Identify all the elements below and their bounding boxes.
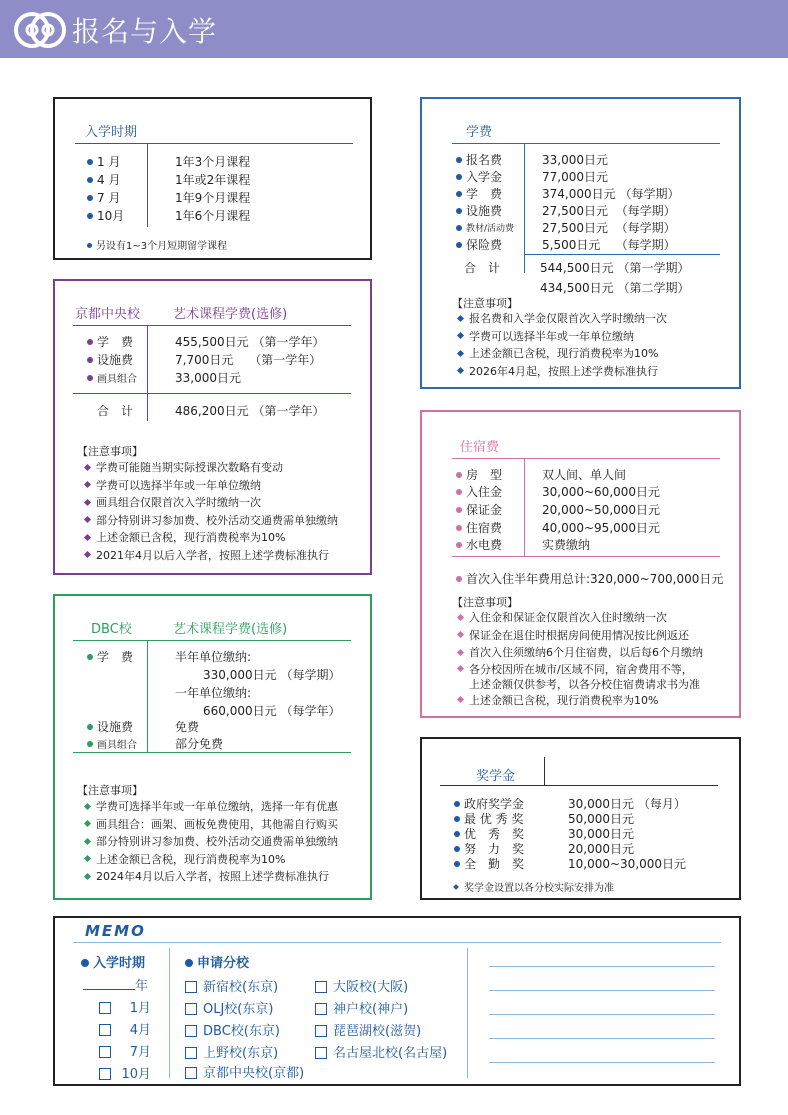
dorm-notes-title: 【注意事项】 [452,596,518,609]
dbc-notes-list: 学费可选择半年或一年单位缴纳，选择一年有优惠 画具组合：画架、画板免费使用，其他需自行购买 部分特别讲习参加费、校外活动交通费需单独缴纳 上述金额已含税，现行消费税率为10% 2024年4月以后入学者，按照上述学费标准执行 [85,798,338,886]
memo-school-olj[interactable]: OLJ校(东京) [185,998,273,1017]
scholar-best-value: 50,000日元 [568,812,634,826]
scholar-note: 奖学金设置以各分校实际安排为准 [454,879,614,894]
memo-box [53,916,741,1086]
enroll-month-4: 4 月 [87,171,120,188]
dorm-row-move-in: 入住金 [456,483,502,500]
enroll-course-10: 1年6个月课程 [175,209,251,223]
checkbox-icon [185,1025,197,1037]
dorm-move-in-value: 30,000~60,000日元 [542,485,661,499]
dbc-row-facility: 设施费 [87,718,133,735]
memo-write-line[interactable] [489,1038,715,1039]
scholar-excellent-value: 30,000日元 [568,827,634,841]
scholar-row-excellent: 优 秀 奖 [454,825,524,842]
scholar-government-value: 30,000日元 （每月） [568,797,686,811]
fees-admission-value: 77,000日元 [542,170,608,184]
page-title: 报名与入学 [72,15,218,48]
enroll-note: 另设有1~3个月短期留学课程 [87,237,227,252]
scholarship-box [420,737,741,900]
memo-school-nagoya[interactable]: 名古屋北校(名古屋) [315,1042,447,1061]
fees-total-second: 434,500日元 （第二学期） [540,281,690,295]
dorm-row-room: 房 型 [456,466,502,483]
dorm-row-deposit: 保证金 [456,501,502,518]
kyoto-row-tuition: 学 费 [87,333,133,350]
kyoto-fees-box [53,279,372,575]
fees-application-value: 33,000日元 [542,153,608,167]
dorm-deposit-value: 20,000~50,000日元 [542,503,661,517]
fees-row-materials: 教材/活动费 [456,221,514,234]
enroll-month-7: 7 月 [87,189,120,206]
kyoto-tuition-value: 455,500日元 （第一学年） [175,335,325,349]
kyoto-notes-list: 学费可能随当期实际授课次数略有变动 学费可以选择半年或一年单位缴纳 画具组合仅限首次入学时缴纳一次 部分特别讲习参加费、校外活动交通费需单独缴纳 上述金额已含税，现行消费税率为10% 2021年4月以后入学者，按照上述学费标准执行 [85,459,338,564]
enroll-month-1: 1 月 [87,153,120,170]
memo-school-dbc[interactable]: DBC校(东京) [185,1020,280,1039]
memo-month-4[interactable]: 4月 [99,1019,151,1038]
checkbox-icon [185,1047,197,1059]
fees-row-tuition: 学 费 [456,185,502,202]
checkbox-icon [315,1025,327,1037]
kyoto-title: 京都中央校 [75,307,141,322]
scholar-attendance-value: 10,000~30,000日元 [568,857,687,871]
fees-title: 学费 [466,125,493,140]
memo-enroll-heading: 入学时期 [81,952,145,971]
dbc-fees-box [53,594,372,900]
dorm-room-value: 双人间、单人间 [542,468,627,482]
enroll-title: 入学时期 [85,125,138,140]
enroll-course-7: 1年9个月课程 [175,191,251,205]
dorm-utilities-value: 实费缴纳 [542,538,591,552]
dorm-title: 住宿费 [460,440,500,455]
checkbox-icon [185,1003,197,1015]
fees-row-admission: 入学金 [456,168,502,185]
memo-write-line[interactable] [489,990,715,991]
scholar-row-attendance: 全 勤 奖 [454,855,524,872]
checkbox-icon [99,1002,111,1014]
dbc-full-year-value: 660,000日元 （每学年） [203,704,341,718]
checkbox-icon [99,1068,111,1080]
kyoto-subtitle: 艺术课程学费(选修) [173,307,288,322]
memo-month-7[interactable]: 7月 [99,1041,151,1060]
page-header [0,0,788,58]
dbc-title: DBC校 [91,622,132,637]
memo-write-line[interactable] [489,966,715,967]
memo-title: MEMO [85,922,146,940]
memo-month-10[interactable]: 10月 [99,1063,151,1082]
scholar-row-best: 最 优 秀 奖 [454,810,523,827]
dorm-row-rent: 住宿费 [456,519,502,536]
scholar-row-government: 政府奖学金 [454,795,524,812]
checkbox-icon [99,1046,111,1058]
dorm-notes-list: 入住金和保证金仅限首次入住时缴纳一次 保证金在退住时根据房间使用情况按比例返还 首次入住须缴纳6个月住宿费，以后每6个月缴纳 各分校因所在城市/区域不同，宿舍费用不等， 上述金额仅供参考，以各分校住宿费请求书为准 上述金额已含税，现行消费税率为10% [458,609,703,709]
memo-school-heading: 申请分校 [185,952,249,971]
fees-total-label: 合 计 [464,261,501,275]
scholar-effort-value: 20,000日元 [568,842,634,856]
memo-school-osaka[interactable]: 大阪校(大阪) [315,976,408,995]
kyoto-total-value: 486,200日元 （第一学年） [175,404,325,418]
memo-school-kobe[interactable]: 神户校(神户) [315,998,408,1017]
memo-month-1[interactable]: 1月 [99,997,151,1016]
dbc-kit-value: 部分免费 [175,737,224,751]
fees-row-facility: 设施费 [456,202,502,219]
checkbox-icon [185,1067,197,1079]
memo-year-field[interactable]: 年 [83,975,148,994]
fees-notes-title: 【注意事项】 [452,297,518,310]
fees-row-insurance: 保险费 [456,236,502,253]
dbc-full-year-label: 一年单位缴纳: [175,686,252,700]
checkbox-icon [185,981,197,993]
memo-school-kyoto[interactable]: 京都中央校(京都) [185,1062,304,1081]
tuition-fees-box [420,97,741,389]
dbc-row-tuition: 学 费 [87,648,133,665]
checkbox-icon [99,1024,111,1036]
fees-tuition-value: 374,000日元 （每学期） [542,187,680,201]
fees-total-first: 544,500日元 （第一学期） [540,261,690,275]
enroll-month-10: 10月 [87,207,124,224]
link-logo-icon [14,12,66,48]
fees-materials-value: 27,500日元 （每学期） [542,221,676,235]
enroll-course-4: 1年或2年课程 [175,173,251,187]
dbc-half-year-value: 330,000日元 （每学期） [203,668,341,682]
dorm-fees-box [420,410,741,718]
memo-write-line[interactable] [489,1062,715,1063]
fees-row-application: 报名费 [456,151,502,168]
memo-school-biwako[interactable]: 琵琶湖校(滋贺) [315,1020,421,1039]
dbc-notes-title: 【注意事项】 [77,784,143,797]
kyoto-notes-title: 【注意事项】 [77,445,143,458]
kyoto-kit-value: 33,000日元 [175,371,241,385]
fees-facility-value: 27,500日元 （每学期） [542,204,676,218]
checkbox-icon [315,1047,327,1059]
kyoto-total-label: 合 计 [97,404,134,418]
enroll-course-1: 1年3个月课程 [175,155,251,169]
scholar-title: 奖学金 [476,769,516,784]
enroll-period-box [53,97,372,260]
scholar-row-effort: 努 力 奖 [454,840,524,857]
dbc-facility-value: 免费 [175,720,200,734]
dbc-half-year-label: 半年单位缴纳: [175,650,252,664]
dbc-row-kit: 画具组合 [87,736,137,751]
dorm-rent-value: 40,000~95,000日元 [542,521,661,535]
checkbox-icon [315,1003,327,1015]
kyoto-row-facility: 设施费 [87,351,133,368]
dorm-total: 首次入住半年费用总计:320,000~700,000日元 [456,570,723,587]
memo-school-ueno[interactable]: 上野校(东京) [185,1042,278,1061]
fees-notes-list: 报名费和入学金仅限首次入学时缴纳一次 学费可以选择半年或一年单位缴纳 上述金额已含税，现行消费税率为10% 2026年4月起，按照上述学费标准执行 [458,310,667,380]
kyoto-facility-value: 7,700日元 （第一学年） [175,353,322,367]
dorm-row-utilities: 水电费 [456,536,502,553]
dbc-subtitle: 艺术课程学费(选修) [173,622,288,637]
memo-school-shinjuku[interactable]: 新宿校(东京) [185,976,278,995]
memo-write-line[interactable] [489,1014,715,1015]
kyoto-row-kit: 画具组合 [87,370,137,385]
checkbox-icon [315,981,327,993]
fees-insurance-value: 5,500日元 （每学期） [542,238,676,252]
